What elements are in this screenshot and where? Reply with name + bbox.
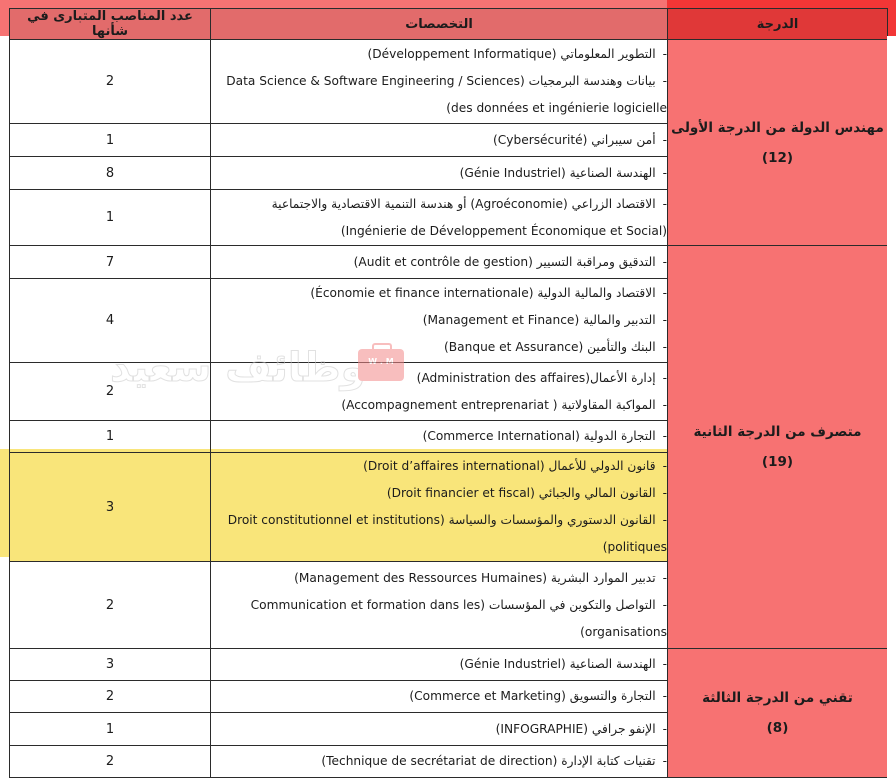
specialty-item: التدبير والمالية (Management et Finance): [422, 313, 656, 327]
specialty-item: القانون المالي والجبائي (Droit financier et fiscal): [386, 486, 656, 500]
grade-name: مهندس الدولة من الدرجة الأولى: [671, 119, 884, 136]
briefcase-search-icon: W . M: [358, 349, 404, 381]
right-margin: [887, 36, 896, 778]
specialty-item: البنك والتأمين (Banque et Assurance): [444, 340, 656, 354]
specialty-item: أمن سيبراني (Cybersécurité): [492, 132, 656, 147]
specialty-item: التجارة والتسويق (Commerce et Marketing): [409, 689, 656, 703]
specialty-item: التجارة الدولية (Commerce International): [422, 429, 656, 443]
specialties-cell: -الاقتصاد الزراعي (Agroéconomie) أو هندسة التنمية الاقتصادية والاجتماعية (Ingénierie de Développement Économique et Social): [211, 190, 668, 246]
grade-name: تقني من الدرجة الثالثة: [702, 690, 853, 706]
table-row: [10, 246, 888, 279]
header-grade: الدرجة: [668, 9, 888, 40]
table-row: [10, 40, 888, 124]
specialty-item: التطوير المعلوماتي (Développement Informatique): [367, 47, 656, 61]
specialties-cell: -الهندسة الصناعية (Génie Industriel): [211, 649, 668, 681]
specialties-cell: -قانون الدولي للأعمال (Droit d’affaires international) -القانون المالي والجبائي (Droit financier et fiscal) -القانون الدستوري والمؤسسات والسياسة (Droit constitutionnel et institutions politiques): [211, 453, 668, 562]
specialty-item: التدقيق ومراقبة التسيير (Audit et contrôle de gestion): [353, 254, 656, 269]
positions-count: 3: [10, 649, 211, 681]
specialties-cell: -الاقتصاد والمالية الدولية (Économie et finance internationale) -التدبير والمالية (Management et Finance) -البنك والتأمين (Banque et Assurance): [211, 279, 668, 363]
positions-count: 1: [10, 124, 211, 157]
specialties-cell: -تدبير الموارد البشرية (Management des Ressources Humaines) -التواصل والتكوين في المؤسسات (Communication et formation dans les organisations): [211, 562, 668, 649]
specialty-item: تقنيات كتابة الإدارة (Technique de secrétariat de direction): [321, 754, 656, 768]
grade-total: (12): [761, 149, 794, 166]
positions-count: 2: [10, 746, 211, 778]
positions-table: [9, 8, 888, 778]
header-positions: عدد المناصب المتبارى في شأنها: [10, 9, 211, 40]
positions-count: 1: [10, 190, 211, 246]
grade-name: متصرف من الدرجة الثانية: [693, 424, 862, 440]
specialties-cell: -التجارة الدولية (Commerce International): [211, 421, 668, 453]
grade-cell-engineer: [668, 40, 888, 246]
specialties-cell: -تقنيات كتابة الإدارة (Technique de secrétariat de direction): [211, 746, 668, 778]
specialty-item: تدبير الموارد البشرية (Management des Ressources Humaines): [294, 570, 656, 585]
positions-count: 7: [10, 246, 211, 279]
specialty-item: الاقتصاد الزراعي (Agroéconomie) أو هندسة التنمية الاقتصادية والاجتماعية (Ingénierie de Développement Économique et Social): [271, 196, 667, 238]
positions-count: 2: [10, 681, 211, 713]
positions-count: 1: [10, 713, 211, 746]
specialties-cell: -التطوير المعلوماتي (Développement Informatique) -بيانات وهندسة البرمجيات (Data Science & Software Engineering / Sciences des données et ingénierie logicielle): [211, 40, 668, 124]
specialties-cell: -الهندسة الصناعية (Génie Industriel): [211, 157, 668, 190]
specialties-cell: -أمن سيبراني (Cybersécurité): [211, 124, 668, 157]
positions-count: 8: [10, 157, 211, 190]
header-specialties: التخصصات: [211, 9, 668, 40]
table-row: [10, 649, 888, 681]
table-header-row: [10, 9, 888, 40]
specialties-cell: -إدارة الأعمال(Administration des affaires) -المواكبة المقاولاتية ( Accompagnement entreprenariat): [211, 363, 668, 421]
specialties-cell: -التدقيق ومراقبة التسيير (Audit et contrôle de gestion): [211, 246, 668, 279]
specialty-item: القانون الدستوري والمؤسسات والسياسة (Droit constitutionnel et institutions politiques): [227, 513, 667, 554]
specialties-cell: -التجارة والتسويق (Commerce et Marketing): [211, 681, 668, 713]
grade-total: (19): [761, 454, 794, 470]
positions-count: 1: [10, 421, 211, 453]
grade-cell-technician: [668, 649, 888, 778]
specialty-item: الاقتصاد والمالية الدولية (Économie et finance internationale): [310, 286, 656, 300]
grade-cell-administrator: [668, 246, 888, 649]
positions-count: 3: [10, 453, 211, 562]
positions-count: 2: [10, 40, 211, 124]
watermark-text: وظائف سعيد: [110, 345, 366, 391]
specialty-item: الهندسة الصناعية (Génie Industriel): [459, 165, 656, 180]
specialty-item: إدارة الأعمال(Administration des affaires): [416, 370, 656, 385]
positions-count: 2: [10, 363, 211, 421]
specialty-item: قانون الدولي للأعمال (Droit d’affaires international): [363, 459, 656, 473]
specialties-cell: -الإنفو جرافي (INFOGRAPHIE): [211, 713, 668, 746]
grade-total: (8): [766, 720, 789, 736]
positions-count: 4: [10, 279, 211, 363]
specialty-item: الإنفو جرافي (INFOGRAPHIE): [495, 721, 656, 736]
specialty-item: التواصل والتكوين في المؤسسات (Communication et formation dans les organisations): [250, 597, 667, 639]
specialty-item: المواكبة المقاولاتية ( Accompagnement entreprenariat): [341, 397, 656, 412]
specialty-item: الهندسة الصناعية (Génie Industriel): [459, 657, 656, 671]
positions-count: 2: [10, 562, 211, 649]
specialty-item: بيانات وهندسة البرمجيات (Data Science & Software Engineering / Sciences des données et ingénierie logicielle): [226, 74, 667, 115]
